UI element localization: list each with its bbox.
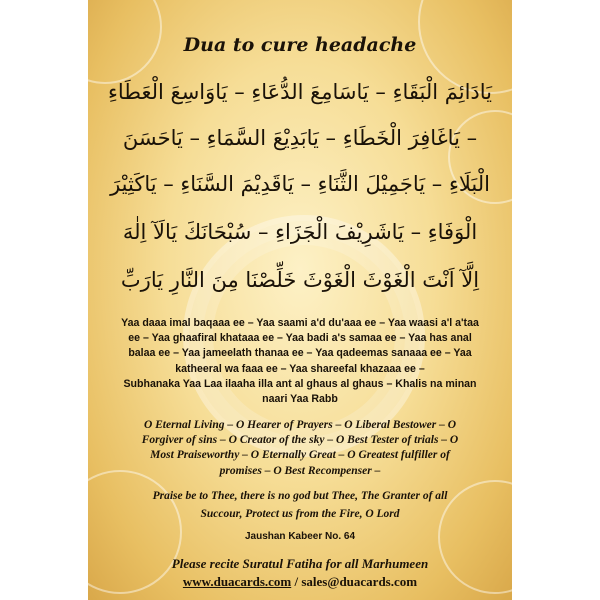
arabic-line: يَادَائِمَ الْبَقَاءِ – يَاسَامِعَ الدُّعَاءِ – يَاوَاسِعَ الْعَطَاءِ	[107, 80, 493, 104]
website-link[interactable]: www.duacards.com	[182, 574, 292, 589]
email-address: sales@duacards.com	[301, 574, 418, 589]
arabic-line: الْوَفَاءِ – يَاشَرِيْفَ الْجَزَاءِ – سُبْحَانَكَ يَالَآ اِلٰهَ	[122, 220, 478, 244]
arabic-line: – يَاغَافِرَ الْخَطَاءِ – يَابَدِيْعَ السَّمَاءِ – يَاحَسَنَ	[122, 126, 478, 150]
contact-line	[88, 574, 512, 590]
translation-line: promises – O Best Recompenser –	[219, 464, 381, 477]
translation-line: Most Praiseworthy – O Eternally Great – O Greatest fulfiller of	[150, 449, 450, 462]
translation-line: Forgiver of sins – O Creator of the sky – O Best Tester of trials – O	[141, 434, 459, 447]
transliteration-line: ee – Yaa ghaafiral khataaa ee – Yaa badi a's samaa ee – Yaa has anal	[128, 332, 472, 345]
transliteration-line: Subhanaka Yaa Laa ilaaha illa ant al ghaus al ghaus – Khalis na minan	[123, 377, 477, 390]
recite-note: Please recite Suratul Fatiha for all Marhumeen	[171, 556, 429, 571]
translation-line: O Eternal Living – O Hearer of Prayers – O Liberal Bestower – O	[143, 419, 457, 431]
contact-separator: /	[291, 574, 302, 589]
praise-line: Praise be to Thee, there is no god but Thee, The Granter of all	[152, 490, 448, 502]
transliteration-line: Yaa daaa imal baqaaa ee – Yaa saami a'd du'aaa ee – Yaa waasi a'l a'taa	[121, 317, 479, 329]
arabic-line: الْبَلَاءِ – يَاجَمِيْلَ الثَّنَاءِ – يَاقَدِيْمَ السَّنَاءِ – يَاكَثِيْرَ	[110, 172, 490, 196]
praise-line: Succour, Protect us from the Fire, O Lord	[200, 508, 400, 520]
transliteration-line: balaa ee – Yaa jameelath thanaa ee – Yaa qadeemas sanaaa ee – Yaa	[128, 347, 472, 360]
source-reference: Jaushan Kabeer No. 64	[244, 531, 356, 542]
translation-block	[94, 418, 506, 479]
praise-block	[94, 487, 506, 523]
transliteration-block	[94, 316, 506, 407]
page-title: Dua to cure headache	[183, 34, 417, 56]
transliteration-line: naari Yaa Rabb	[262, 393, 338, 406]
dua-card	[88, 0, 512, 600]
arabic-line: اِلَّآ اَنْتَ الْغَوْثَ الْغَوْثَ خَلِّصْنَا مِنَ النَّارِ يَارَبِّ	[120, 268, 480, 292]
transliteration-line: katheeral wa faaa ee – Yaa shareefal khazaaa ee –	[175, 362, 425, 375]
